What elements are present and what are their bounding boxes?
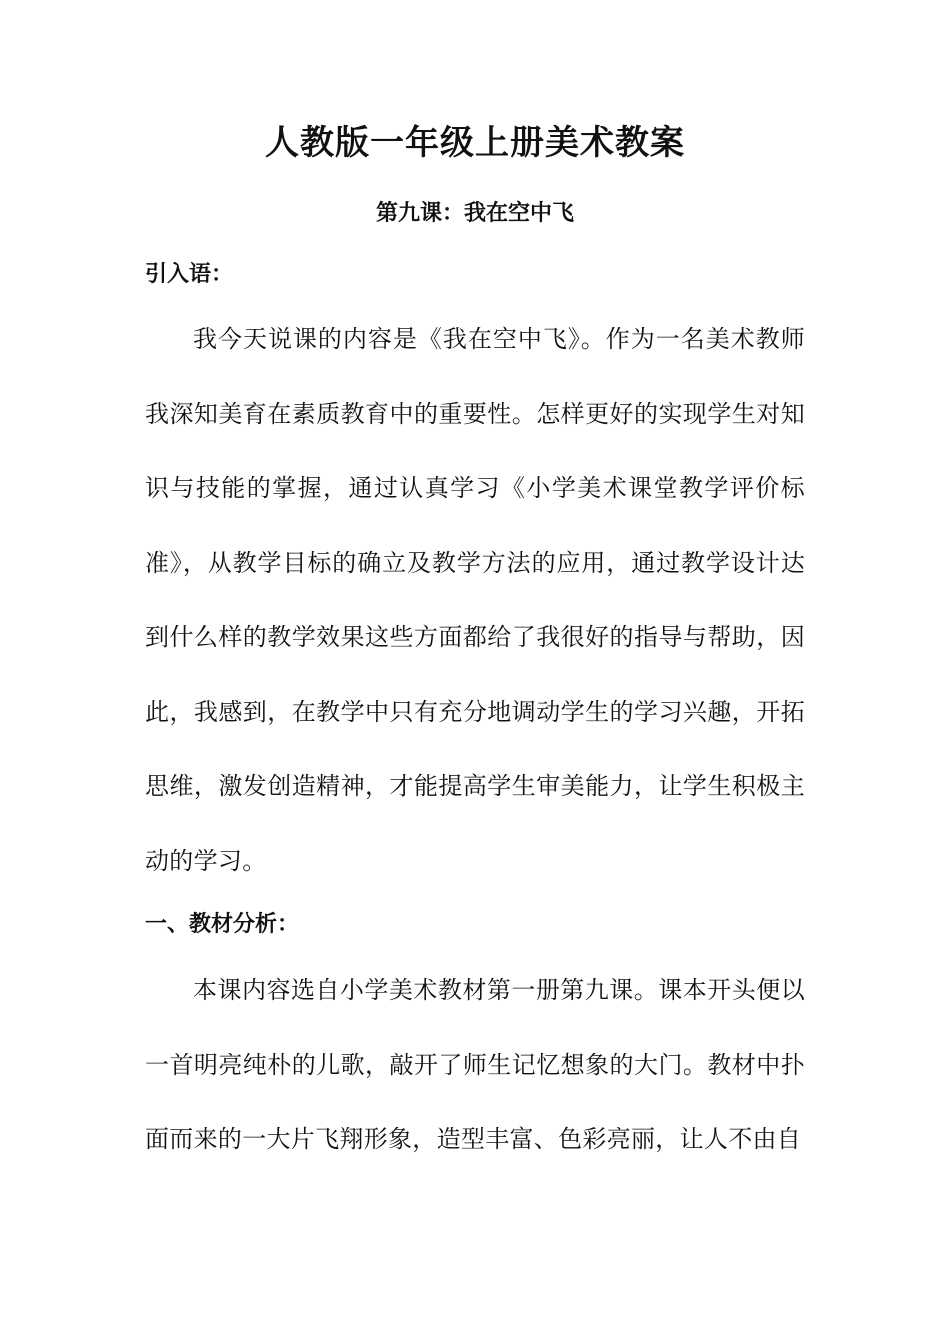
material-analysis-paragraph: 本课内容选自小学美术教材第一册第九课。课本开头便以一首明亮纯朴的儿歌，敲开了师生记忆想象的大门。教材中扑面而来的一大片飞翔形象，造型丰富、色彩亮丽，让人不由自: [145, 976, 805, 1153]
intro-heading: 引入语：: [145, 261, 234, 287]
material-analysis-heading: 一、教材分析：: [145, 911, 300, 937]
document-title: 人教版一年级上册美术教案: [265, 123, 685, 163]
intro-paragraph: 我今天说课的内容是《我在空中飞》。作为一名美术教师我深知美育在素质教育中的重要性。怎样更好的实现学生对知识与技能的掌握，通过认真学习《小学美术课堂教学评价标准》，从教学目标的确立及教学方法的应用，通过教学设计达到什么样的教学效果这些方面都给了我很好的指导与帮助，因此，我感到，在教学中只有充分地调动学生的学习兴趣，开拓思维，激发创造精神，才能提高学生审美能力，让学生积极主动的学习。: [145, 325, 805, 875]
lesson-subtitle: 第九课：我在空中飞: [375, 200, 574, 226]
